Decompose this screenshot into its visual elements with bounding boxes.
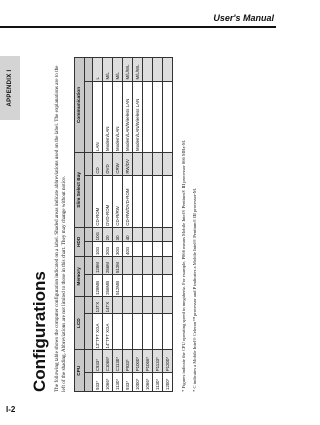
running-header-title: User's Manual [213,13,274,23]
table-cell: 1130* [113,373,123,392]
table-cell: 128MB [93,275,103,297]
table-cell [143,256,153,274]
table-cell: 20 [103,227,113,242]
table-cell: 30 [113,227,123,242]
table-cell: 512M [113,256,123,274]
table-cell: 1130* [153,373,163,392]
table-cell: 13TX [93,296,103,313]
table-cell: LAN [93,81,103,152]
table-cell [163,152,173,175]
table-cell: DVD [103,152,113,175]
table-cell: P1000* [133,350,143,373]
subheader-cell [85,275,93,297]
subheader-cell [85,373,93,392]
table-cell: Modem/LAN/Wireless LAN [133,81,143,152]
table-cell [133,275,143,297]
table-cell [123,275,133,297]
table-cell [123,314,133,350]
table-cell [143,175,153,227]
subheader-cell [85,58,93,82]
table-subheader-row [85,58,93,392]
table-cell [153,152,163,175]
table-cell: 30G [113,242,123,257]
subheader-cell [85,242,93,257]
table-cell: Modem/LAN [103,81,113,152]
table-cell: 256M [103,256,113,274]
table-cell [113,314,123,350]
table-cell [123,256,133,274]
table-cell: CD [93,152,103,175]
table-cell: 1066* [143,373,153,392]
table-cell: 10G [93,227,103,242]
footnote-cpu-speed: * Figures indicate the CPU operating speed in megahertz. For example, P866 means Mobile Intel® Pentium® III processor 866 MHz-M. [181,139,186,392]
table-cell: 128M [93,256,103,274]
table-cell [143,314,153,350]
header-hdd: HDD [75,227,85,256]
table-cell: 13"TFT XGA [93,314,103,350]
table-cell: M/L/WL [133,58,143,82]
table-cell: 1000* [133,373,143,392]
subheader-cell [85,256,93,274]
table-cell: C933* [93,350,103,373]
table-cell: RW/DV [123,152,133,175]
table-cell: C1130* [113,350,123,373]
rotated-content [30,42,290,392]
table-cell: P1200* [163,350,173,373]
subheader-cell [85,152,93,175]
table-row [133,58,143,392]
table-row [123,58,133,392]
header-cpu: CPU [75,350,85,392]
table-cell: CD-ROM [93,175,103,227]
subheader-cell [85,314,93,350]
table-cell [163,175,173,227]
table-cell: 1200* [163,373,173,392]
table-cell [143,227,153,242]
table-header-row [75,58,85,392]
table-cell: 512MB [113,275,123,297]
table-cell [153,227,163,242]
table-cell [163,275,173,297]
footnote-processor-prefix: * C indicates a Mobile Intel® Celeron™ processor and P indicates a Mobile Intel® Pentium® III processor-M. [192,187,197,392]
table-cell [123,296,133,313]
subheader-cell [85,227,93,242]
table-cell: Modem/LAN [113,81,123,152]
table-cell [163,227,173,242]
section-intro: The following table shows the computer configuration indicated on a label. Shaded areas indicate abbreviations used on the label. The explanations are to the left of the shading. Abbreviations are not limited to those in this chart. They may change without notice. [54,65,67,392]
table-row [153,58,163,392]
table-row [93,58,103,392]
table-cell: P933* [123,350,133,373]
table-cell [133,256,143,274]
table-row [113,58,123,392]
table-cell: P1133* [153,350,163,373]
table-cell: CD-RW/DVD-ROM [123,175,133,227]
table-cell [133,314,143,350]
table-cell [143,242,153,257]
table-cell: DVD-ROM [103,175,113,227]
footnotes [181,62,198,392]
table-cell: Modem/LAN/Wireless LAN [123,81,133,152]
table-cell: 40G [123,242,133,257]
table-cell [143,296,153,313]
table-cell [153,242,163,257]
table-cell: 256MB [103,275,113,297]
table-cell: 40 [123,227,133,242]
table-cell [133,296,143,313]
table-cell [143,58,153,82]
table-cell: P1066* [143,350,153,373]
configuration-table [74,57,173,392]
table-cell [153,81,163,152]
table-cell: L [93,58,103,82]
table-cell [163,58,173,82]
table-cell: 14"TFT XGA [103,314,113,350]
table-cell [133,152,143,175]
table-cell: C1066* [103,350,113,373]
table-cell [153,58,163,82]
table-cell [113,296,123,313]
subheader-cell [85,175,93,227]
table-cell [153,296,163,313]
table-cell: M/L [113,58,123,82]
table-cell [163,81,173,152]
table-row [143,58,153,392]
table-cell [133,175,143,227]
table-cell: 1066* [103,373,113,392]
table-row [103,58,113,392]
table-row [163,58,173,392]
subheader-cell [85,350,93,373]
appendix-side-tab-label: APPENDIX I [7,69,13,107]
table-cell [163,242,173,257]
table-cell: M/L/WL [123,58,133,82]
table-cell [153,275,163,297]
table-cell [153,256,163,274]
header-lcd: LCD [75,296,85,350]
table-cell [153,314,163,350]
table-cell: 20G [103,242,113,257]
table-cell [153,175,163,227]
section-title: Configurations [30,271,49,392]
table-cell: 933* [93,373,103,392]
table-cell: CD-R/RW [113,175,123,227]
table-cell: M/L [103,58,113,82]
table-cell [143,275,153,297]
table-cell: 14TX [103,296,113,313]
table-cell: 10G [93,242,103,257]
subheader-cell [85,81,93,152]
page-number: I-2 [6,405,16,414]
table-cell [133,227,143,242]
table-cell [163,314,173,350]
header-slim-select-bay: Slim Select Bay [75,152,85,227]
table-cell [163,256,173,274]
subheader-cell [85,296,93,313]
table-cell [143,81,153,152]
table-cell [133,242,143,257]
table-cell [163,296,173,313]
header-rule [0,26,276,28]
table-cell: CRW [113,152,123,175]
table-cell [143,152,153,175]
table-cell: 933* [123,373,133,392]
header-communication: Communication [75,58,85,153]
header-memory: Memory [75,256,85,296]
